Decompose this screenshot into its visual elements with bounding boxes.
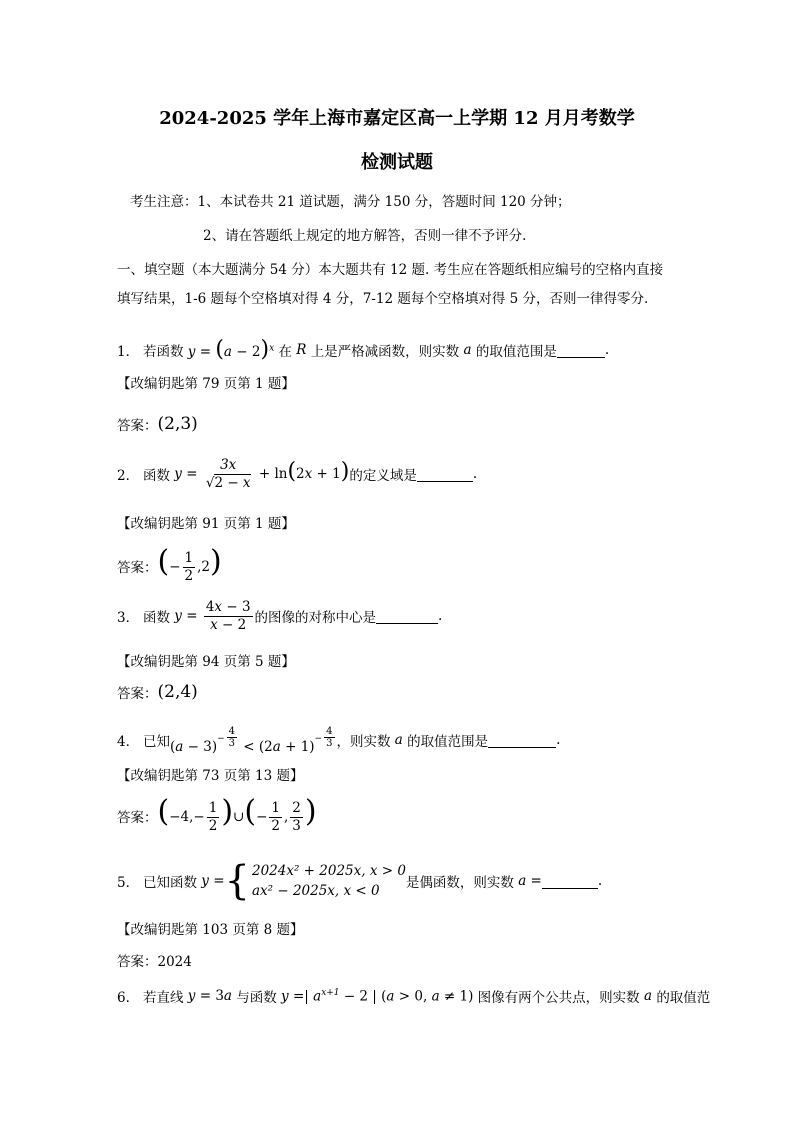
answer-row — [117, 672, 198, 712]
question-number: 5． — [117, 875, 140, 891]
reference-note: 【改编钥匙第 103 页第 8 题】 — [117, 922, 304, 938]
answer-blank — [488, 733, 556, 748]
answer-blank — [417, 467, 473, 482]
answer-value: 2024 — [157, 954, 192, 970]
question-number: 4． — [117, 734, 140, 750]
answer-row — [117, 404, 198, 444]
question-text: 的取值范围是 — [407, 734, 489, 750]
question-1 — [117, 330, 609, 370]
math-formula: y = 3a — [183, 988, 237, 1004]
answer-label: 答案： — [117, 560, 158, 576]
piecewise-case-1: 2024x² + 2025x, x > 0 — [251, 863, 406, 879]
notice-line1: 考生注意：1、本试卷共 21 道试题，满分 150 分，答题时间 120 分钟； — [130, 194, 571, 210]
question-end: . — [472, 466, 478, 482]
answer-label: 答案： — [117, 686, 158, 702]
answer-value: (2,4) — [157, 682, 198, 702]
question-number: 3． — [117, 610, 140, 626]
math-symbol: R — [291, 342, 311, 358]
notice-line2: 2、请在答题纸上规定的地方解答，否则一律不予评分. — [203, 228, 527, 244]
math-formula: $y = (a - 2)^x$ — [183, 337, 275, 362]
question-text: 若直线 — [143, 990, 184, 1006]
question-5 — [117, 858, 602, 904]
question-text: 已知 — [143, 734, 170, 750]
question-end: . — [597, 873, 603, 889]
answer-value: (2,3) — [157, 414, 198, 434]
question-4 — [117, 720, 560, 760]
math-formula: y =| $a^{x+1} - 2$ | (a > 0, a ≠ 1) — [276, 987, 474, 1005]
math-formula: y = — [197, 873, 225, 889]
math-formula: y = $\frac{4x - 3}{x - 2}$ — [170, 598, 251, 633]
question-end: . — [438, 608, 443, 624]
question-text: 的取值范 — [656, 990, 711, 1006]
reference-note: 【改编钥匙第 94 页第 5 题】 — [117, 654, 295, 670]
question-text: 上是严格减函数，则实数 — [310, 344, 460, 360]
answer-label: 答案： — [117, 418, 158, 434]
answer-blank — [376, 609, 438, 624]
question-number: 1． — [117, 344, 140, 360]
question-text: 图像有两个公共点，则实数 — [477, 990, 640, 1006]
question-6 — [117, 976, 710, 1016]
question-text: 若函数 — [143, 344, 184, 360]
document-title-line1: 2024-2025 学年上海市嘉定区高一上学期 12 月月考数学 — [159, 108, 635, 129]
question-number: 6． — [117, 990, 140, 1006]
math-formula: y = $\frac{3x}{√2 - x}$ + ln(2x + 1) — [170, 456, 350, 491]
reference-note: 【改编钥匙第 91 页第 1 题】 — [117, 516, 295, 532]
question-text: 的定义域是 — [349, 468, 417, 484]
question-number: 2． — [117, 468, 140, 484]
piecewise-definition: { 2024x² + 2025x, x > 0 ax² − 2025x, x < 0 — [224, 858, 406, 904]
question-text: 在 — [278, 344, 292, 360]
question-3 — [117, 596, 442, 636]
answer-value: (− $\frac{1}{2}$ ,2) — [157, 544, 222, 584]
answer-label: 答案： — [117, 810, 158, 826]
question-text: 已知函数 — [143, 875, 197, 891]
section-heading-line1: 一、填空题（本大题满分 54 分）本大题共有 12 题. 考生应在答题纸相应编号的空格内直接 — [117, 262, 664, 278]
math-symbol: a = — [513, 873, 542, 889]
section-heading-line2: 填写结果，1-6 题每个空格填对得 4 分，7-12 题每个空格填对得 5 分，否则一律得零分. — [117, 291, 649, 307]
question-text: 的取值范围是 — [475, 344, 557, 360]
math-symbol: a — [639, 988, 657, 1004]
question-end: . — [604, 342, 610, 358]
answer-label: 答案： — [117, 954, 158, 970]
math-symbol: a — [390, 732, 408, 748]
question-text: 函数 — [143, 468, 170, 484]
reference-note: 【改编钥匙第 73 页第 13 题】 — [117, 768, 304, 784]
answer-value: (−4,− $\frac{1}{2}$ )∪(− $\frac{1}{2}$ , $\frac{2}{3}$ ) — [157, 794, 317, 834]
math-formula: (a − 3)− $\frac{4}{3}$ < (2a + 1)− $\frac{4}{3}$ — [170, 725, 333, 755]
question-text: ，则实数 — [336, 734, 391, 750]
question-text: 是偶函数，则实数 — [405, 875, 514, 891]
answer-row — [117, 546, 222, 586]
answer-blank — [542, 874, 598, 889]
answer-row — [117, 950, 192, 970]
reference-note: 【改编钥匙第 79 页第 1 题】 — [117, 376, 295, 392]
answer-row — [117, 796, 317, 836]
document-title-line2: 检测试题 — [361, 152, 433, 173]
question-text: 与函数 — [236, 990, 277, 1006]
answer-blank — [557, 343, 605, 358]
question-text: 函数 — [143, 610, 170, 626]
math-symbol: a — [459, 342, 476, 358]
question-2 — [117, 454, 477, 494]
question-text: 的图像的对称中心是 — [254, 610, 377, 626]
piecewise-case-2: ax² − 2025x, x < 0 — [251, 883, 380, 899]
question-end: . — [556, 732, 561, 748]
